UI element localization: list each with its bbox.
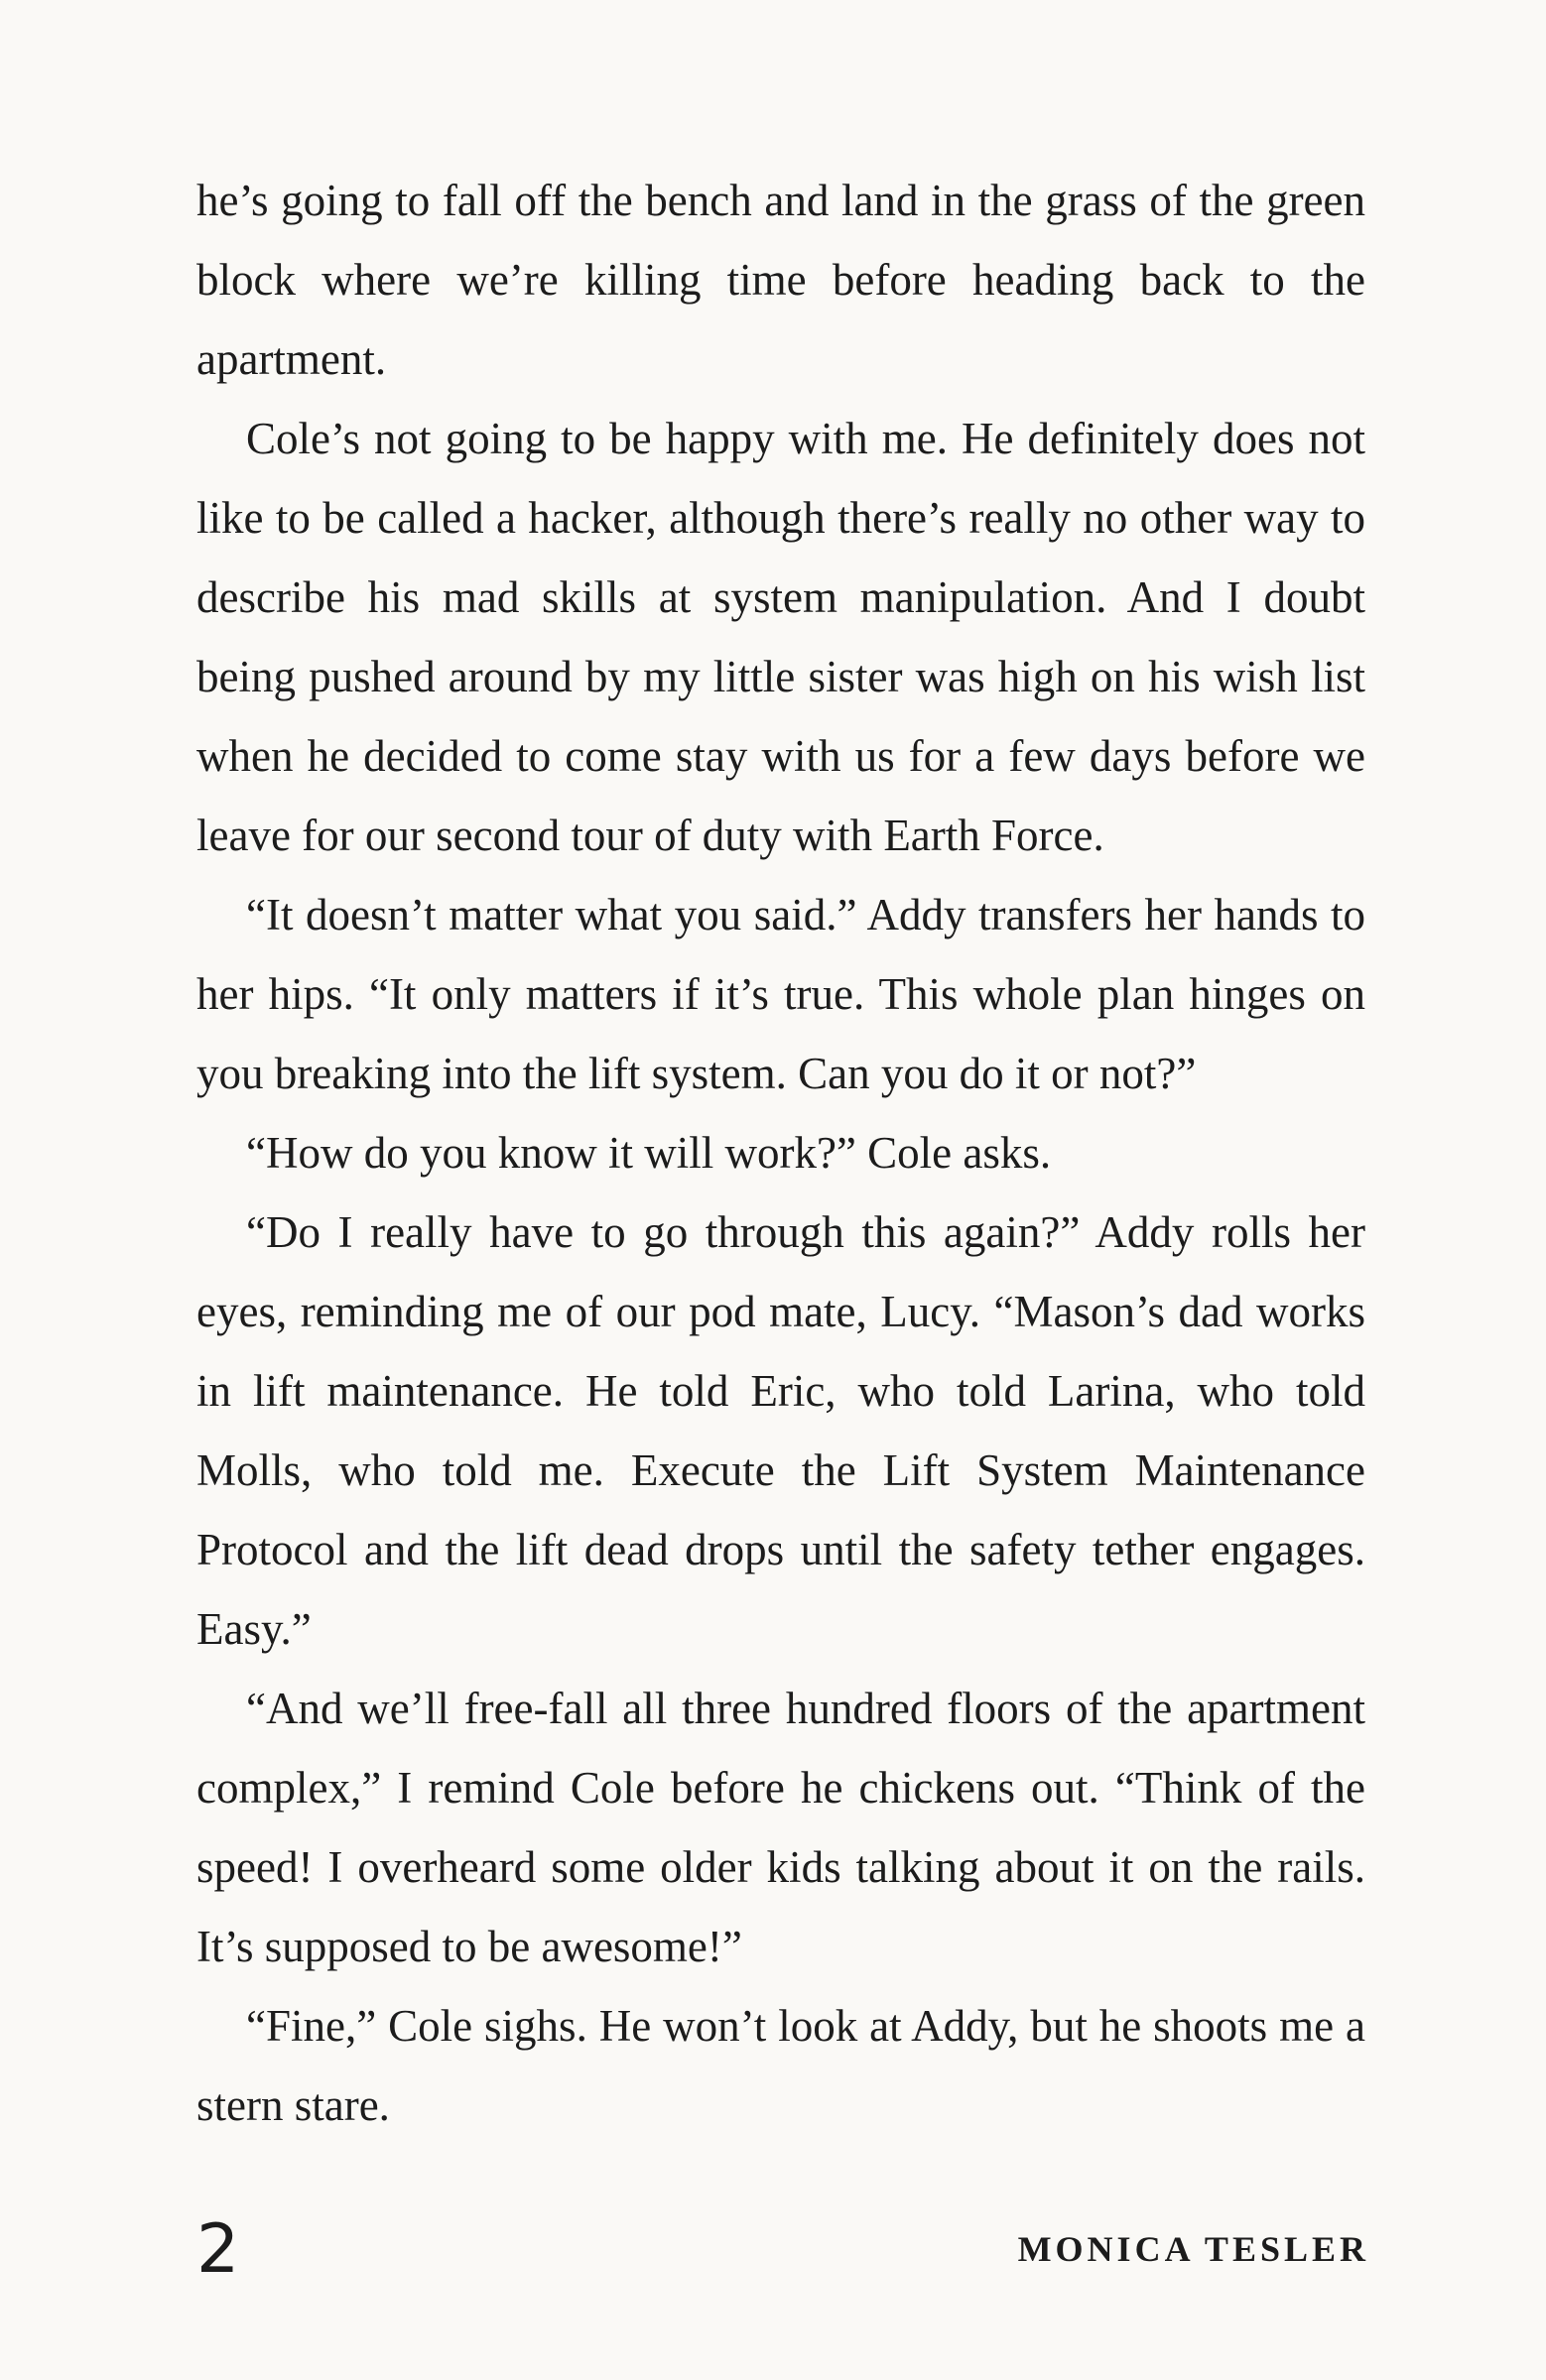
body-text bbox=[196, 161, 1365, 2145]
paragraph-7: “Fine,” Cole sighs. He won’t look at Addy, but he shoots me a stern stare. bbox=[196, 2001, 1365, 2130]
page-footer bbox=[196, 2210, 1369, 2290]
paragraph-5: “Do I really have to go through this again?” Addy rolls her eyes, reminding me of our pod mate, Lucy. “Mason’s dad works in lift maintenance. He told Eric, who told Larina, who told Molls, who told me. Execute the Lift System Maintenance Protocol and the lift dead drops until the safety tether engages. Easy.” bbox=[196, 1207, 1365, 1654]
paragraph-1: he’s going to fall off the bench and land in the grass of the green block where we’re killing time before heading back to the apartment. bbox=[196, 176, 1365, 384]
page-number: 2 bbox=[196, 2210, 240, 2289]
paragraph-6: “And we’ll free-fall all three hundred floors of the apartment complex,” I remind Cole before he chickens out. “Think of the speed! I overheard some older kids talking about it on the rails. It’s supposed to be awesome!” bbox=[196, 1684, 1365, 1971]
paragraph-3: “It doesn’t matter what you said.” Addy transfers her hands to her hips. “It only matters if it’s true. This whole plan hinges on you breaking into the lift system. Can you do it or not?” bbox=[196, 890, 1365, 1098]
paragraph-2: Cole’s not going to be happy with me. He definitely does not like to be called a hacker, although there’s really no other way to describe his mad skills at system manipulation. And I doubt being pushed around by my little sister was high on his wish list when he decided to come stay with us for a few days before we leave for our second tour of duty with Earth Force. bbox=[196, 414, 1365, 860]
running-footer-author: MONICA TESLER bbox=[1017, 2229, 1369, 2269]
paragraph-4: “How do you know it will work?” Cole asks. bbox=[246, 1128, 1052, 1178]
